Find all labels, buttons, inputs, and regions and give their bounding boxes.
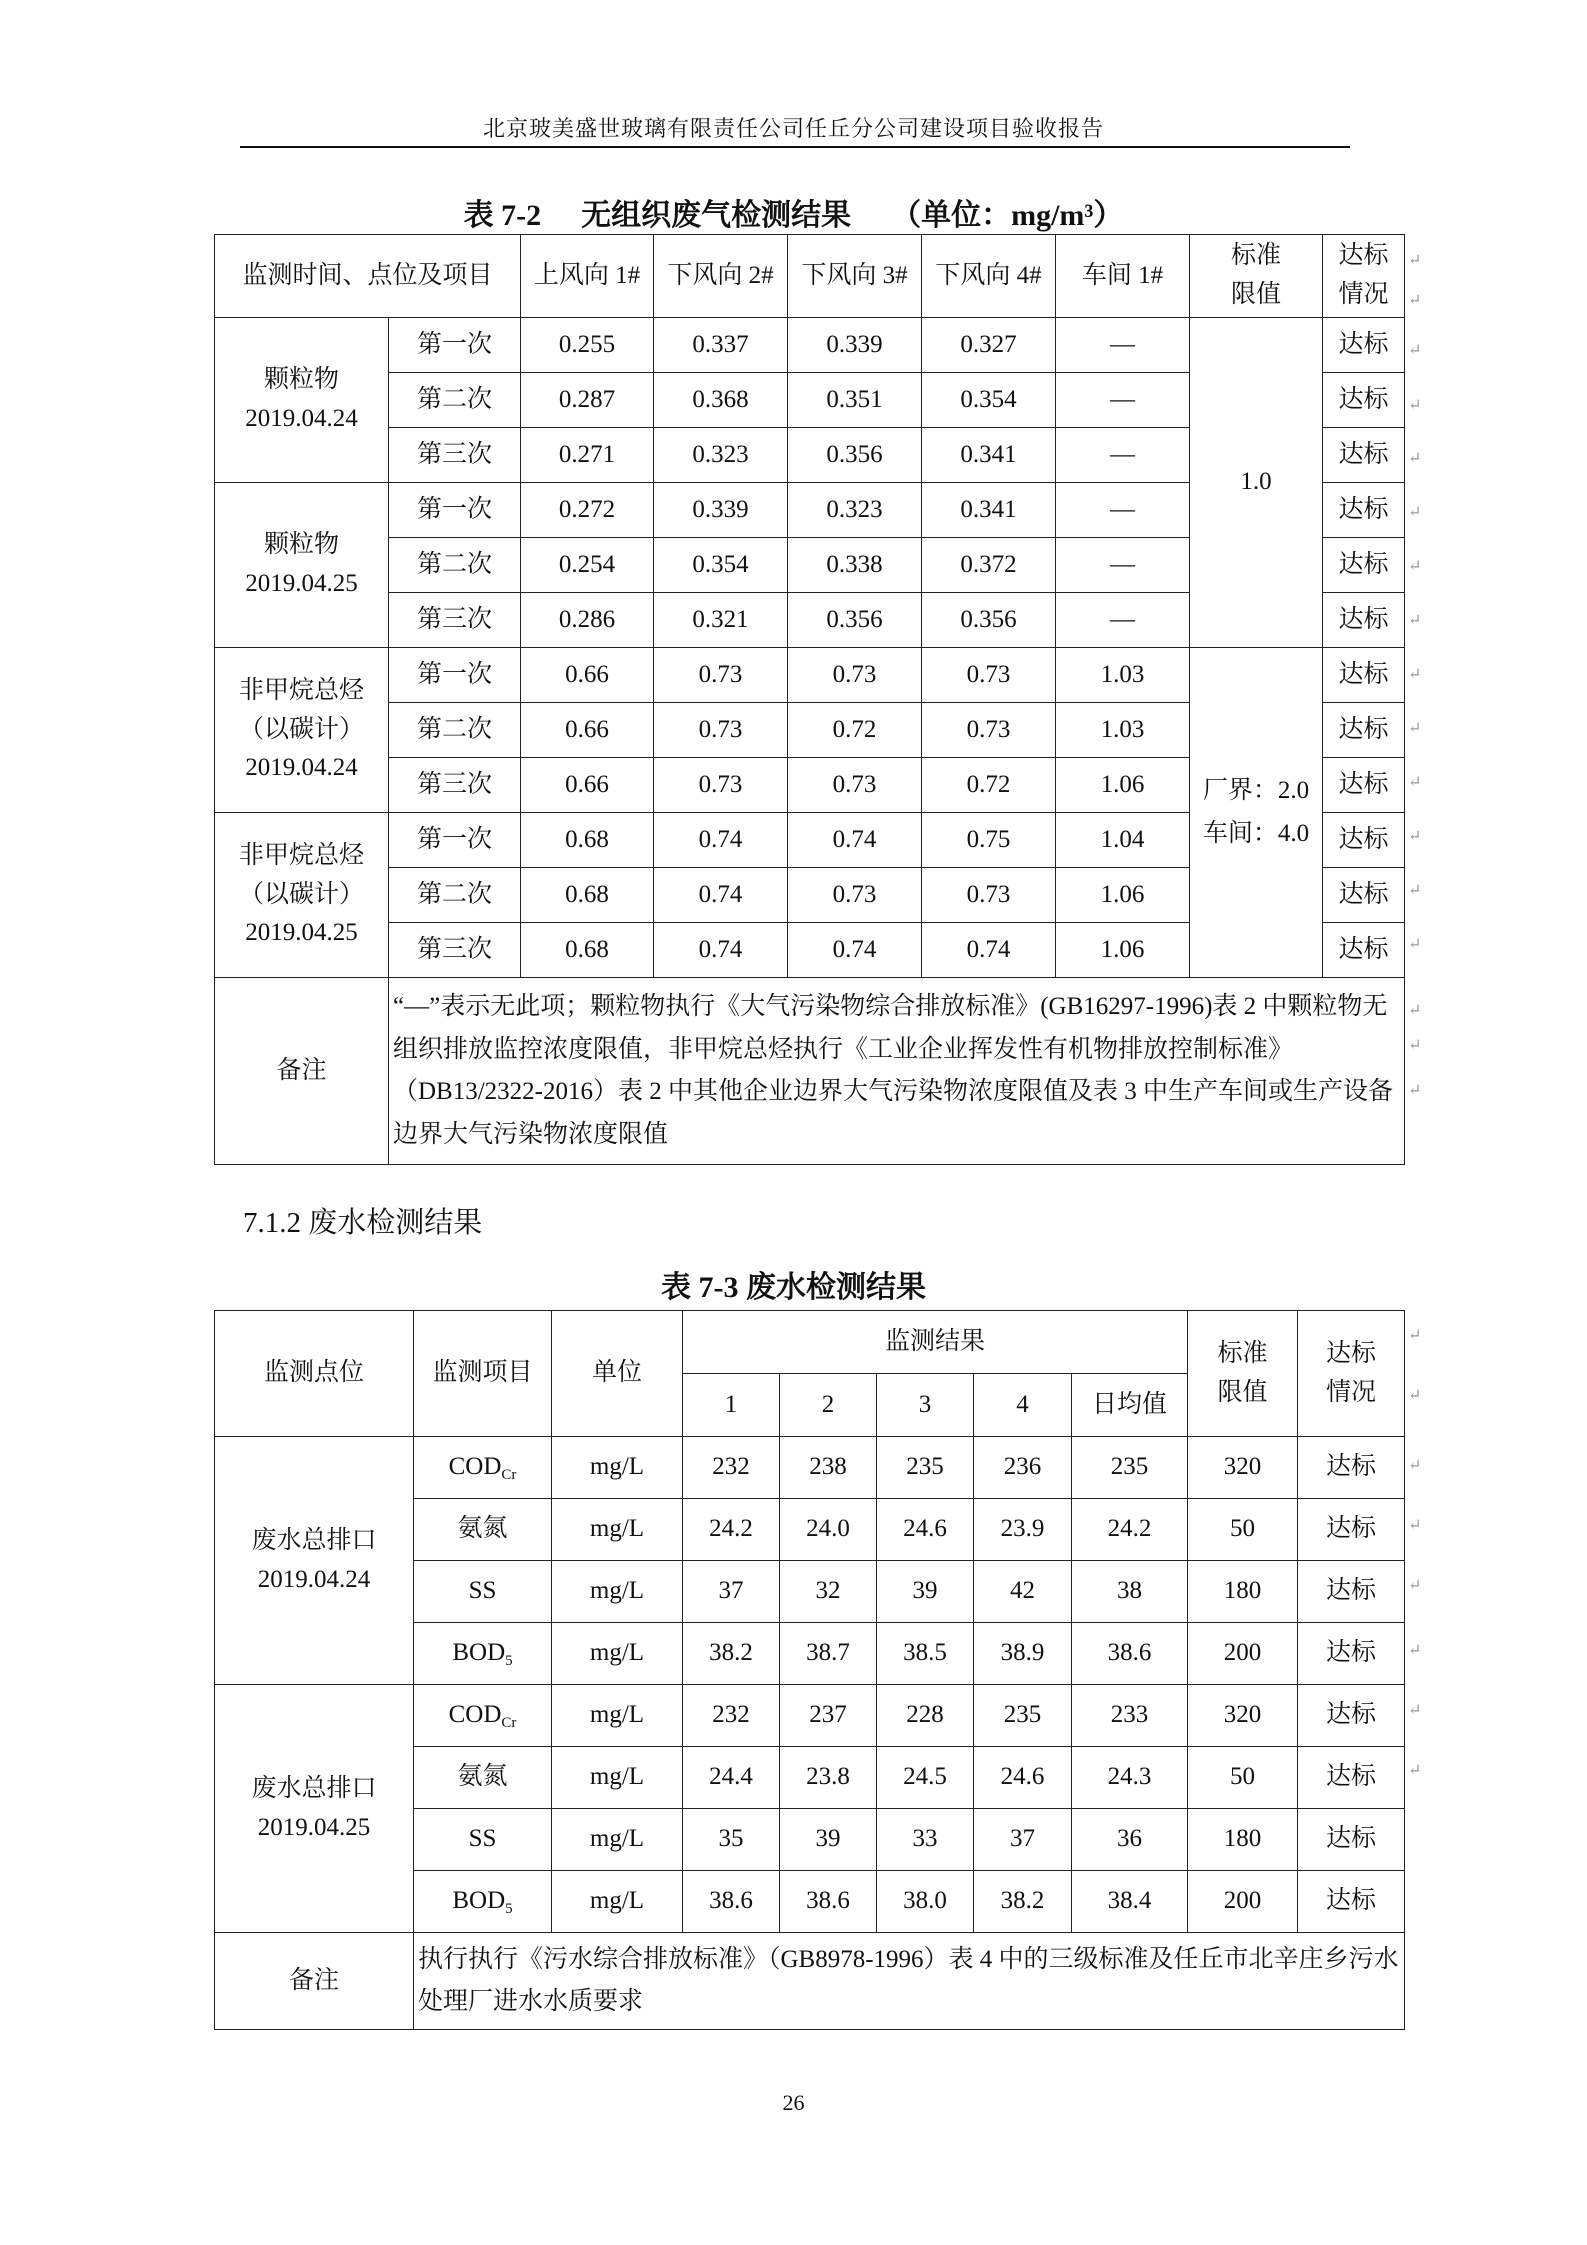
value-cell: 232 [683,1437,780,1499]
standard-limit-cell: 200 [1188,1623,1298,1685]
table-header-row [215,235,1405,318]
value-cell: 235 [877,1437,974,1499]
value-cell: 0.339 [654,483,788,538]
value-cell: — [1056,538,1190,593]
value-cell: 1.03 [1056,703,1190,758]
item-subscript: 5 [505,1900,513,1917]
remark-row [215,1933,1405,2030]
value-cell: 0.339 [788,318,922,373]
standard-limit-cell: 50 [1188,1499,1298,1561]
pollutant-date-line: （以碳计） [238,880,364,908]
value-cell: 237 [780,1685,877,1747]
header-standard-limit: 标准 限值 [1188,1311,1298,1437]
header-downwind-2: 下风向 2# [654,235,788,318]
value-cell: 0.356 [922,593,1056,648]
sampling-round: 第三次 [389,758,521,813]
table-7-2-caption [0,190,1587,234]
compliance-cell: 达标 [1298,1561,1405,1623]
value-cell: 0.74 [654,813,788,868]
paragraph-mark: ↵ [1408,1762,1422,1779]
pollutant-date-line: 2019.04.24 [245,754,358,782]
sampling-round: 第二次 [389,703,521,758]
paragraph-mark: ↵ [1408,1082,1422,1099]
header-sample-2: 2 [780,1374,877,1437]
header-compliance: 达标 情况 [1323,235,1405,318]
compliance-cell: 达标 [1323,648,1405,703]
unit-cell: mg/L [552,1685,683,1747]
header-standard-limit: 标准 限值 [1190,235,1323,318]
sampling-round: 第一次 [389,483,521,538]
value-cell: 0.74 [654,923,788,978]
remark-text: “—”表示无此项；颗粒物执行《大气污染物综合排放标准》(GB16297-1996)表 2 中颗粒物无组织排放监控浓度限值，非甲烷总烃执行《工业企业挥发性有机物排放控制标准》（DB13/2322-2016）表 2 中其他企业边界大气污染物浓度限值及表 3 中生产车间或生产设备边界大气污染物浓度限值 [389,978,1405,1165]
header-rule [240,146,1350,148]
remark-row [215,978,1405,1165]
item-name: BOD [452,1638,506,1666]
item-name: 氨氮 [457,1515,508,1543]
value-cell: 37 [683,1561,780,1623]
unit-cell: mg/L [552,1623,683,1685]
value-cell: 0.323 [654,428,788,483]
monitoring-item-cell [414,1437,552,1499]
item-name: SS [468,1825,497,1853]
table-row [215,648,1405,703]
value-cell: 0.66 [521,758,654,813]
unit-cell: mg/L [552,1437,683,1499]
value-cell: 0.72 [788,703,922,758]
value-cell: 32 [780,1561,877,1623]
paragraph-mark: ↵ [1408,1517,1422,1534]
value-cell: 0.368 [654,373,788,428]
paragraph-mark: ↵ [1408,1002,1422,1019]
header-downwind-3: 下风向 3# [788,235,922,318]
standard-limit-cell: 180 [1188,1809,1298,1871]
value-cell: 38.2 [683,1623,780,1685]
value-cell: 0.68 [521,813,654,868]
value-cell: 0.338 [788,538,922,593]
value-cell: 24.0 [780,1499,877,1561]
table-header-row [215,1311,1405,1374]
compliance-cell: 达标 [1323,373,1405,428]
value-cell: 0.323 [788,483,922,538]
value-cell: 0.73 [922,648,1056,703]
value-cell: 233 [1072,1685,1188,1747]
value-cell: 0.341 [922,428,1056,483]
value-cell: 0.74 [788,923,922,978]
paragraph-mark: ↵ [1408,558,1422,575]
value-cell: 0.286 [521,593,654,648]
item-name: 氨氮 [457,1763,508,1791]
value-cell: 23.9 [974,1499,1072,1561]
table-7-2-title: 无组织废气检测结果 [581,199,852,232]
compliance-cell: 达标 [1298,1747,1405,1809]
pollutant-date-cell [215,483,389,648]
remark-label: 备注 [215,1933,414,2030]
value-cell: 0.68 [521,923,654,978]
paragraph-mark: ↵ [1408,774,1422,791]
pollutant-date-cell [215,813,389,978]
compliance-cell: 达标 [1298,1809,1405,1871]
item-subscript: Cr [501,1714,517,1731]
standard-limit-cell: 180 [1188,1561,1298,1623]
compliance-cell: 达标 [1323,318,1405,373]
pollutant-date-line: 2019.04.25 [245,919,358,947]
value-cell: 0.287 [521,373,654,428]
unit-cell: mg/L [552,1871,683,1933]
standard-limit-cell: 320 [1188,1437,1298,1499]
value-cell: 24.2 [683,1499,780,1561]
header-compliance: 达标 情况 [1298,1311,1405,1437]
header-item: 监测时间、点位及项目 [215,235,521,318]
value-cell: 1.06 [1056,758,1190,813]
value-cell: 0.356 [788,593,922,648]
paragraph-mark: ↵ [1408,828,1422,845]
monitoring-item-cell [414,1499,552,1561]
paragraph-mark: ↵ [1408,1387,1422,1404]
value-cell: 0.73 [788,868,922,923]
value-cell: 235 [1072,1437,1188,1499]
monitoring-point-line: 2019.04.24 [257,1565,371,1593]
value-cell: 37 [974,1809,1072,1871]
header-monitoring-item: 监测项目 [414,1311,552,1437]
paragraph-mark: ↵ [1408,612,1422,629]
page-number: 26 [782,2090,805,2115]
value-cell: 0.271 [521,428,654,483]
value-cell: — [1056,483,1190,538]
sampling-round: 第三次 [389,593,521,648]
header-sample-4: 4 [974,1374,1072,1437]
value-cell: 24.6 [974,1747,1072,1809]
value-cell: 24.2 [1072,1499,1188,1561]
item-subscript: Cr [501,1466,517,1483]
value-cell: 0.272 [521,483,654,538]
value-cell: 38.5 [877,1623,974,1685]
value-cell: 23.8 [780,1747,877,1809]
value-cell: — [1056,318,1190,373]
value-cell: 0.372 [922,538,1056,593]
compliance-cell: 达标 [1323,703,1405,758]
header-unit: 单位 [552,1311,683,1437]
value-cell: 38.7 [780,1623,877,1685]
paragraph-mark: ↵ [1408,1642,1422,1659]
report-header-title: 北京玻美盛世玻璃有限责任公司任丘分公司建设项目验收报告 [482,116,1104,141]
value-cell: — [1056,593,1190,648]
compliance-cell: 达标 [1323,868,1405,923]
compliance-cell: 达标 [1323,593,1405,648]
sampling-round: 第三次 [389,428,521,483]
value-cell: 24.3 [1072,1747,1188,1809]
paragraph-mark: ↵ [1408,292,1422,309]
item-name: BOD [452,1886,506,1914]
header-monitoring-point: 监测点位 [215,1311,414,1437]
table-7-2-unit: （单位：mg/m³） [891,199,1124,232]
section-title: 7.1.2 废水检测结果 [243,1207,483,1239]
value-cell: 0.73 [654,648,788,703]
monitoring-point-cell [215,1685,414,1933]
value-cell: 24.6 [877,1499,974,1561]
paragraph-mark: ↵ [1408,1457,1422,1474]
unit-cell: mg/L [552,1809,683,1871]
compliance-cell: 达标 [1323,538,1405,593]
value-cell: 0.356 [788,428,922,483]
value-cell: 0.74 [654,868,788,923]
monitoring-point-cell [215,1437,414,1685]
value-cell: 24.5 [877,1747,974,1809]
value-cell: 0.66 [521,648,654,703]
sampling-round: 第一次 [389,813,521,868]
pollutant-date-line: 2019.04.24 [245,405,358,432]
compliance-cell: 达标 [1298,1499,1405,1561]
compliance-cell: 达标 [1298,1871,1405,1933]
pollutant-date-cell [215,318,389,483]
table-7-2-number: 表 7-2 [463,199,542,232]
paragraph-mark: ↵ [1408,936,1422,953]
value-cell: 38 [1072,1561,1188,1623]
value-cell: — [1056,373,1190,428]
standard-limit-line: 车间：4.0 [1202,819,1310,847]
value-cell: 38.6 [1072,1623,1188,1685]
value-cell: 235 [974,1685,1072,1747]
value-cell: 1.04 [1056,813,1190,868]
value-cell: 0.72 [922,758,1056,813]
paragraph-mark: ↵ [1408,252,1422,269]
paragraph-mark: ↵ [1408,397,1422,414]
sampling-round: 第二次 [389,868,521,923]
table-row [215,1685,1405,1747]
value-cell: 0.254 [521,538,654,593]
paragraph-mark: ↵ [1408,1577,1422,1594]
pollutant-date-line: 颗粒物 [263,366,339,394]
standard-limit-line: 厂界：2.0 [1202,777,1310,804]
table-7-3 [214,1310,1405,2030]
header-sample-1: 1 [683,1374,780,1437]
value-cell: 0.73 [922,868,1056,923]
compliance-cell: 达标 [1323,923,1405,978]
value-cell: 38.9 [974,1623,1072,1685]
value-cell: 0.66 [521,703,654,758]
value-cell: 228 [877,1685,974,1747]
value-cell: 0.74 [788,813,922,868]
item-name: COD [448,1700,502,1728]
compliance-cell: 达标 [1323,428,1405,483]
value-cell: 236 [974,1437,1072,1499]
pollutant-date-line: 2019.04.25 [245,570,358,597]
table-row [215,318,1405,373]
value-cell: 1.06 [1056,923,1190,978]
compliance-cell: 达标 [1298,1437,1405,1499]
value-cell: 39 [780,1809,877,1871]
value-cell: 38.0 [877,1871,974,1933]
value-cell: 33 [877,1809,974,1871]
header-upwind-1: 上风向 1# [521,235,654,318]
value-cell: 0.73 [788,758,922,813]
value-cell: 38.2 [974,1871,1072,1933]
paragraph-mark: ↵ [1408,666,1422,683]
value-cell: 0.73 [922,703,1056,758]
sampling-round: 第二次 [389,373,521,428]
header-monitoring-results: 监测结果 [683,1311,1188,1374]
pollutant-date-line: （以碳计） [238,715,364,743]
monitoring-item-cell [414,1561,552,1623]
value-cell: 39 [877,1561,974,1623]
standard-limit-nmhc [1190,648,1323,978]
monitoring-item-cell [414,1809,552,1871]
value-cell: 0.341 [922,483,1056,538]
item-name: SS [468,1577,497,1605]
value-cell: 42 [974,1561,1072,1623]
standard-limit-cell: 320 [1188,1685,1298,1747]
item-name: COD [448,1452,502,1480]
standard-limit-particulate: 1.0 [1190,318,1323,648]
value-cell: 0.321 [654,593,788,648]
unit-cell: mg/L [552,1561,683,1623]
unit-cell: mg/L [552,1499,683,1561]
pollutant-date-line: 非甲烷总烃 [238,841,364,869]
value-cell: 35 [683,1809,780,1871]
unit-cell: mg/L [552,1747,683,1809]
value-cell: 0.337 [654,318,788,373]
value-cell: 0.351 [788,373,922,428]
compliance-cell: 达标 [1298,1685,1405,1747]
monitoring-item-cell [414,1871,552,1933]
value-cell: 1.03 [1056,648,1190,703]
remark-text: 执行执行《污水综合排放标准》（GB8978-1996）表 4 中的三级标准及任丘市北辛庄乡污水处理厂进水水质要求 [414,1933,1405,2030]
header-workshop-1: 车间 1# [1056,235,1190,318]
pollutant-date-line: 颗粒物 [263,531,339,559]
value-cell: 38.6 [780,1871,877,1933]
sampling-round: 第二次 [389,538,521,593]
value-cell: 0.327 [922,318,1056,373]
value-cell: 38.4 [1072,1871,1188,1933]
value-cell: 0.255 [521,318,654,373]
value-cell: 0.354 [654,538,788,593]
value-cell: 36 [1072,1809,1188,1871]
value-cell: 0.73 [654,703,788,758]
paragraph-mark: ↵ [1408,1702,1422,1719]
compliance-cell: 达标 [1323,813,1405,868]
standard-limit-cell: 50 [1188,1747,1298,1809]
item-subscript: 5 [505,1652,513,1669]
paragraph-mark: ↵ [1408,450,1422,467]
monitoring-item-cell [414,1685,552,1747]
paragraph-mark: ↵ [1408,720,1422,737]
table-7-2 [214,234,1405,1165]
value-cell: 238 [780,1437,877,1499]
monitoring-item-cell [414,1623,552,1685]
standard-limit-cell: 200 [1188,1871,1298,1933]
value-cell: 0.73 [654,758,788,813]
compliance-cell: 达标 [1323,758,1405,813]
sampling-round: 第一次 [389,648,521,703]
paragraph-mark: ↵ [1408,882,1422,899]
header-downwind-4: 下风向 4# [922,235,1056,318]
paragraph-mark: ↵ [1408,1037,1422,1054]
value-cell: 0.75 [922,813,1056,868]
value-cell: 38.6 [683,1871,780,1933]
value-cell: — [1056,428,1190,483]
paragraph-mark: ↵ [1408,342,1422,359]
value-cell: 0.68 [521,868,654,923]
monitoring-point-line: 废水总排口 [251,1526,377,1554]
table-row [215,1437,1405,1499]
value-cell: 0.73 [788,648,922,703]
pollutant-date-cell [215,648,389,813]
header-sample-3: 3 [877,1374,974,1437]
value-cell: 0.354 [922,373,1056,428]
compliance-cell: 达标 [1323,483,1405,538]
pollutant-date-line: 非甲烷总烃 [238,676,364,704]
remark-label: 备注 [215,978,389,1165]
table-7-3-caption: 表 7-3 废水检测结果 [661,1271,926,1304]
value-cell: 1.06 [1056,868,1190,923]
paragraph-mark: ↵ [1408,1327,1422,1344]
value-cell: 0.74 [922,923,1056,978]
header-daily-average: 日均值 [1072,1374,1188,1437]
value-cell: 232 [683,1685,780,1747]
paragraph-mark: ↵ [1408,504,1422,521]
compliance-cell: 达标 [1298,1623,1405,1685]
monitoring-item-cell [414,1747,552,1809]
sampling-round: 第三次 [389,923,521,978]
monitoring-point-line: 2019.04.25 [257,1813,371,1841]
value-cell: 24.4 [683,1747,780,1809]
monitoring-point-line: 废水总排口 [251,1774,377,1802]
sampling-round: 第一次 [389,318,521,373]
